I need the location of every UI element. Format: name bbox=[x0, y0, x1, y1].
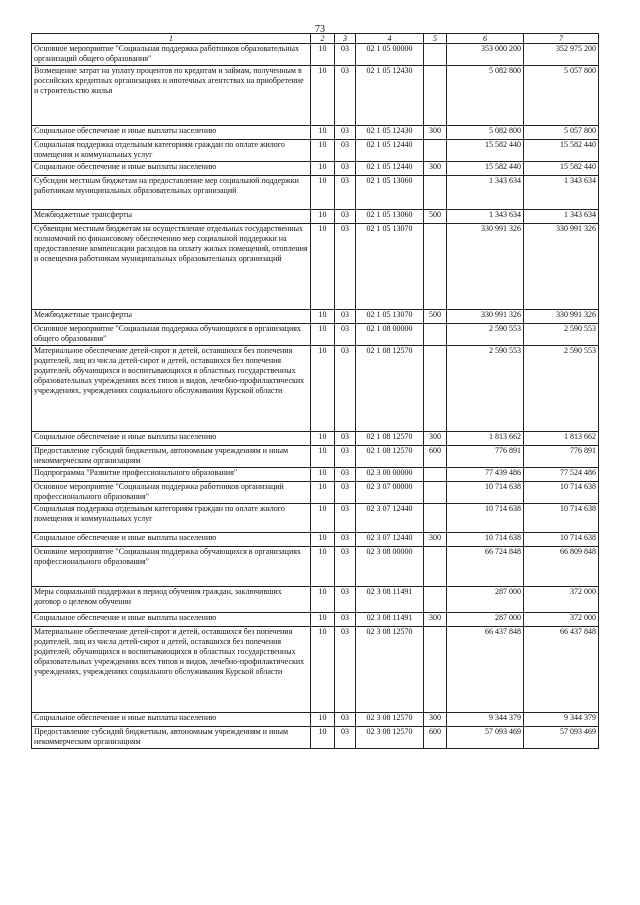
row-amount-year2: 372 000 bbox=[524, 587, 599, 613]
row-amount-year1: 57 093 469 bbox=[447, 727, 524, 749]
row-subsection: 03 bbox=[335, 482, 356, 504]
row-name: Предоставление субсидий бюджетным, автономным учреждениям и иным некоммерческим организациям bbox=[32, 446, 311, 468]
row-target-article: 02 3 07 12440 bbox=[356, 533, 424, 547]
table-row bbox=[32, 126, 599, 140]
table-row bbox=[32, 446, 599, 468]
table-row bbox=[32, 66, 599, 126]
column-header: 6 bbox=[447, 34, 524, 44]
row-subsection: 03 bbox=[335, 210, 356, 224]
row-target-article: 02 1 05 13070 bbox=[356, 310, 424, 324]
column-header: 7 bbox=[524, 34, 599, 44]
column-header: 1 bbox=[32, 34, 311, 44]
row-amount-year2: 66 809 848 bbox=[524, 547, 599, 587]
row-subsection: 03 bbox=[335, 346, 356, 432]
row-target-article: 02 1 05 00000 bbox=[356, 44, 424, 66]
row-section: 10 bbox=[311, 482, 335, 504]
table-row bbox=[32, 713, 599, 727]
row-target-article: 02 1 08 12570 bbox=[356, 432, 424, 446]
row-amount-year1: 1 813 662 bbox=[447, 432, 524, 446]
row-target-article: 02 3 08 11491 bbox=[356, 613, 424, 627]
row-expense-type: 500 bbox=[424, 310, 447, 324]
row-name: Меры социальной поддержки в период обучения граждан, заключивших договор о целевом обучении bbox=[32, 587, 311, 613]
row-amount-year1: 2 590 553 bbox=[447, 324, 524, 346]
row-section: 10 bbox=[311, 66, 335, 126]
row-section: 10 bbox=[311, 432, 335, 446]
row-amount-year2: 66 437 848 bbox=[524, 627, 599, 713]
row-target-article: 02 1 08 00000 bbox=[356, 324, 424, 346]
row-subsection: 03 bbox=[335, 468, 356, 482]
row-amount-year2: 5 057 800 bbox=[524, 66, 599, 126]
row-expense-type bbox=[424, 176, 447, 210]
page-number: 73 bbox=[315, 24, 325, 35]
row-target-article: 02 3 08 12570 bbox=[356, 713, 424, 727]
table-row bbox=[32, 727, 599, 749]
table-row bbox=[32, 224, 599, 310]
row-target-article: 02 3 08 11491 bbox=[356, 587, 424, 613]
row-subsection: 03 bbox=[335, 324, 356, 346]
row-amount-year2: 2 590 553 bbox=[524, 346, 599, 432]
column-header: 4 bbox=[356, 34, 424, 44]
row-subsection: 03 bbox=[335, 533, 356, 547]
row-section: 10 bbox=[311, 162, 335, 176]
row-subsection: 03 bbox=[335, 432, 356, 446]
row-amount-year2: 77 524 486 bbox=[524, 468, 599, 482]
row-subsection: 03 bbox=[335, 44, 356, 66]
row-expense-type: 600 bbox=[424, 446, 447, 468]
row-target-article: 02 3 08 00000 bbox=[356, 547, 424, 587]
row-name: Социальное обеспечение и иные выплаты населению bbox=[32, 533, 311, 547]
row-name: Социальное обеспечение и иные выплаты населению bbox=[32, 126, 311, 140]
row-amount-year1: 5 082 800 bbox=[447, 126, 524, 140]
table-row bbox=[32, 504, 599, 533]
row-amount-year2: 330 991 326 bbox=[524, 224, 599, 310]
row-name: Основное мероприятие "Социальная поддержка обучающихся в организациях профессионального образования" bbox=[32, 547, 311, 587]
row-expense-type: 300 bbox=[424, 533, 447, 547]
row-amount-year1: 66 437 848 bbox=[447, 627, 524, 713]
row-subsection: 03 bbox=[335, 310, 356, 324]
row-expense-type: 300 bbox=[424, 713, 447, 727]
row-expense-type bbox=[424, 346, 447, 432]
row-name: Социальная поддержка отдельным категориям граждан по оплате жилого помещения и коммунальных услуг bbox=[32, 504, 311, 533]
row-name: Социальное обеспечение и иные выплаты населению bbox=[32, 432, 311, 446]
row-section: 10 bbox=[311, 533, 335, 547]
row-name: Социальное обеспечение и иные выплаты населению bbox=[32, 613, 311, 627]
table-row bbox=[32, 162, 599, 176]
row-subsection: 03 bbox=[335, 162, 356, 176]
row-subsection: 03 bbox=[335, 627, 356, 713]
table-row bbox=[32, 44, 599, 66]
row-amount-year1: 287 000 bbox=[447, 587, 524, 613]
row-expense-type bbox=[424, 587, 447, 613]
row-section: 10 bbox=[311, 176, 335, 210]
row-target-article: 02 1 05 12430 bbox=[356, 66, 424, 126]
row-expense-type bbox=[424, 504, 447, 533]
row-name: Подпрограмма "Развитие профессионального образования" bbox=[32, 468, 311, 482]
row-amount-year2: 10 714 638 bbox=[524, 504, 599, 533]
row-section: 10 bbox=[311, 468, 335, 482]
row-name: Социальное обеспечение и иные выплаты населению bbox=[32, 713, 311, 727]
row-subsection: 03 bbox=[335, 224, 356, 310]
table-row bbox=[32, 587, 599, 613]
row-name: Социальное обеспечение и иные выплаты населению bbox=[32, 162, 311, 176]
row-amount-year2: 15 582 440 bbox=[524, 162, 599, 176]
row-amount-year1: 353 000 200 bbox=[447, 44, 524, 66]
row-section: 10 bbox=[311, 310, 335, 324]
row-subsection: 03 bbox=[335, 446, 356, 468]
row-section: 10 bbox=[311, 446, 335, 468]
row-section: 10 bbox=[311, 44, 335, 66]
row-name: Социальная поддержка отдельным категориям граждан по оплате жилого помещения и коммунальных услуг bbox=[32, 140, 311, 162]
row-expense-type: 300 bbox=[424, 613, 447, 627]
row-section: 10 bbox=[311, 713, 335, 727]
row-amount-year1: 10 714 638 bbox=[447, 533, 524, 547]
row-subsection: 03 bbox=[335, 713, 356, 727]
row-expense-type: 300 bbox=[424, 162, 447, 176]
row-amount-year2: 15 582 440 bbox=[524, 140, 599, 162]
row-subsection: 03 bbox=[335, 547, 356, 587]
row-amount-year2: 5 057 800 bbox=[524, 126, 599, 140]
row-amount-year2: 1 813 662 bbox=[524, 432, 599, 446]
row-amount-year1: 9 344 379 bbox=[447, 713, 524, 727]
row-amount-year1: 10 714 638 bbox=[447, 504, 524, 533]
row-amount-year1: 15 582 440 bbox=[447, 162, 524, 176]
row-subsection: 03 bbox=[335, 176, 356, 210]
row-subsection: 03 bbox=[335, 587, 356, 613]
row-target-article: 02 1 05 12430 bbox=[356, 126, 424, 140]
row-amount-year2: 9 344 379 bbox=[524, 713, 599, 727]
row-subsection: 03 bbox=[335, 140, 356, 162]
row-subsection: 03 bbox=[335, 126, 356, 140]
row-expense-type bbox=[424, 140, 447, 162]
row-section: 10 bbox=[311, 346, 335, 432]
row-name: Материальное обеспечение детей-сирот и детей, оставшихся без попечения родителей, лиц из числа детей-сирот и детей, оставшихся без попечения родителей, обучающихся и воспитывающихся в областных государственных образовательных учреждениях всех типов и видов, лечебно-профилактических учреждениях, учреждениях социального обслуживания Курской области bbox=[32, 346, 311, 432]
table-row bbox=[32, 468, 599, 482]
row-amount-year1: 330 991 326 bbox=[447, 224, 524, 310]
budget-table bbox=[31, 33, 599, 749]
row-amount-year1: 2 590 553 bbox=[447, 346, 524, 432]
row-amount-year1: 10 714 638 bbox=[447, 482, 524, 504]
row-target-article: 02 3 07 12440 bbox=[356, 504, 424, 533]
row-amount-year1: 5 082 800 bbox=[447, 66, 524, 126]
row-target-article: 02 1 05 13060 bbox=[356, 176, 424, 210]
row-amount-year1: 1 343 634 bbox=[447, 210, 524, 224]
row-name: Основное мероприятие "Социальная поддержка обучающихся в организациях общего образования" bbox=[32, 324, 311, 346]
row-target-article: 02 1 08 12570 bbox=[356, 446, 424, 468]
table-body bbox=[32, 44, 599, 749]
row-subsection: 03 bbox=[335, 613, 356, 627]
row-section: 10 bbox=[311, 324, 335, 346]
row-target-article: 02 1 05 13070 bbox=[356, 224, 424, 310]
row-name: Предоставление субсидий бюджетным, автономным учреждениям и иным некоммерческим организациям bbox=[32, 727, 311, 749]
row-expense-type: 500 bbox=[424, 210, 447, 224]
row-expense-type bbox=[424, 66, 447, 126]
row-target-article: 02 1 05 13060 bbox=[356, 210, 424, 224]
row-section: 10 bbox=[311, 126, 335, 140]
row-amount-year2: 776 891 bbox=[524, 446, 599, 468]
row-amount-year2: 1 343 634 bbox=[524, 210, 599, 224]
table-row bbox=[32, 482, 599, 504]
row-section: 10 bbox=[311, 210, 335, 224]
row-expense-type bbox=[424, 44, 447, 66]
row-amount-year2: 10 714 638 bbox=[524, 533, 599, 547]
row-target-article: 02 1 05 12440 bbox=[356, 140, 424, 162]
row-expense-type bbox=[424, 224, 447, 310]
row-subsection: 03 bbox=[335, 727, 356, 749]
row-section: 10 bbox=[311, 140, 335, 162]
row-amount-year1: 66 724 848 bbox=[447, 547, 524, 587]
row-amount-year1: 1 343 634 bbox=[447, 176, 524, 210]
table-row bbox=[32, 324, 599, 346]
row-amount-year2: 372 000 bbox=[524, 613, 599, 627]
row-amount-year2: 330 991 326 bbox=[524, 310, 599, 324]
row-target-article: 02 3 08 12570 bbox=[356, 727, 424, 749]
row-name: Основное мероприятие "Социальная поддержка работников организаций профессионального образования" bbox=[32, 482, 311, 504]
row-section: 10 bbox=[311, 613, 335, 627]
row-section: 10 bbox=[311, 224, 335, 310]
table-row bbox=[32, 613, 599, 627]
row-expense-type: 300 bbox=[424, 126, 447, 140]
row-amount-year1: 287 000 bbox=[447, 613, 524, 627]
row-subsection: 03 bbox=[335, 66, 356, 126]
table-row bbox=[32, 140, 599, 162]
table-row bbox=[32, 210, 599, 224]
row-amount-year2: 10 714 638 bbox=[524, 482, 599, 504]
table-row bbox=[32, 533, 599, 547]
row-name: Межбюджетные трансферты bbox=[32, 310, 311, 324]
row-name: Субвенции местным бюджетам на осуществление отдельных государственных полномочий по финансовому обеспечению мер социальной поддержки на предоставление компенсации расходов на оплату жилых помещений, отопления и освещения работникам муниципальных образовательных организаций bbox=[32, 224, 311, 310]
row-name: Материальное обеспечение детей-сирот и детей, оставшихся без попечения родителей, лиц из числа детей-сирот и детей, оставшихся без попечения родителей, обучающихся и воспитывающихся в областных государственных образовательных учреждениях всех типов и видов, лечебно-профилактических учреждениях, учреждениях социального обслуживания Курской области bbox=[32, 627, 311, 713]
table-row bbox=[32, 432, 599, 446]
row-expense-type bbox=[424, 482, 447, 504]
row-expense-type bbox=[424, 324, 447, 346]
row-expense-type bbox=[424, 468, 447, 482]
row-amount-year2: 352 975 200 bbox=[524, 44, 599, 66]
row-expense-type: 300 bbox=[424, 432, 447, 446]
table-row bbox=[32, 547, 599, 587]
row-subsection: 03 bbox=[335, 504, 356, 533]
row-section: 10 bbox=[311, 587, 335, 613]
column-header: 5 bbox=[424, 34, 447, 44]
row-amount-year2: 1 343 634 bbox=[524, 176, 599, 210]
row-expense-type: 600 bbox=[424, 727, 447, 749]
row-section: 10 bbox=[311, 504, 335, 533]
column-header: 2 bbox=[311, 34, 335, 44]
row-amount-year1: 330 991 326 bbox=[447, 310, 524, 324]
row-expense-type bbox=[424, 627, 447, 713]
table-row bbox=[32, 176, 599, 210]
row-name: Основное мероприятие "Социальная поддержка работников образовательных организаций общего образования" bbox=[32, 44, 311, 66]
row-amount-year2: 2 590 553 bbox=[524, 324, 599, 346]
row-target-article: 02 1 05 12440 bbox=[356, 162, 424, 176]
table-row bbox=[32, 310, 599, 324]
row-target-article: 02 3 07 00000 bbox=[356, 482, 424, 504]
row-name: Субсидии местным бюджетам на предоставление мер социальной поддержки работникам муниципальных образовательных организаций bbox=[32, 176, 311, 210]
row-target-article: 02 3 08 12570 bbox=[356, 627, 424, 713]
row-amount-year1: 776 891 bbox=[447, 446, 524, 468]
row-section: 10 bbox=[311, 547, 335, 587]
row-name: Возмещение затрат на уплату процентов по кредитам и займам, полученным в российских кредитных организациях и ипотечных агентствах на приобретение и строительство жилья bbox=[32, 66, 311, 126]
row-amount-year2: 57 093 469 bbox=[524, 727, 599, 749]
row-section: 10 bbox=[311, 727, 335, 749]
row-amount-year1: 15 582 440 bbox=[447, 140, 524, 162]
table-header bbox=[32, 34, 599, 44]
row-target-article: 02 1 08 12570 bbox=[356, 346, 424, 432]
row-expense-type bbox=[424, 547, 447, 587]
row-target-article: 02 3 00 00000 bbox=[356, 468, 424, 482]
table-row bbox=[32, 627, 599, 713]
row-name: Межбюджетные трансферты bbox=[32, 210, 311, 224]
column-header: 3 bbox=[335, 34, 356, 44]
table-row bbox=[32, 346, 599, 432]
row-section: 10 bbox=[311, 627, 335, 713]
row-amount-year1: 77 439 486 bbox=[447, 468, 524, 482]
